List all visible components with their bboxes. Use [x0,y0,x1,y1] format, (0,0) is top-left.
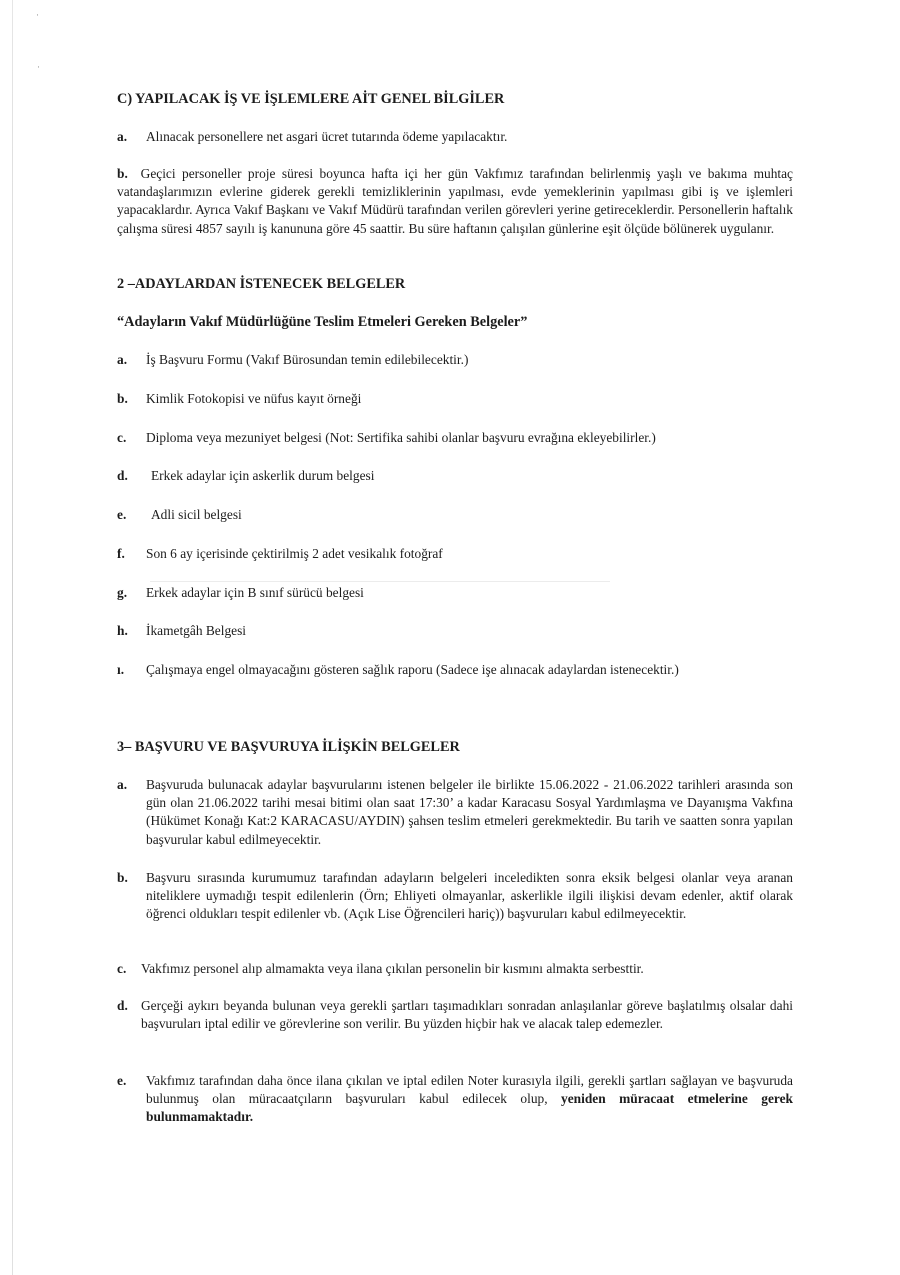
item-text: Gerçeği aykırı beyanda bulunan veya gerekli şartları taşımadıkları sonradan anlaşılanlar göreve başlatılmış olsalar dahi başvuruları iptal edilir ve görevlerine son verilir. Bu yüzden hiçbir hak ve alacak talep edemezler. [141,998,793,1032]
section-3-heading: 3– BAŞVURU VE BAŞVURUYA İLİŞKİN BELGELER [117,739,460,755]
item-marker: g. [117,585,128,600]
item-marker: e. [117,1073,127,1088]
item-marker: a. [117,129,128,144]
item-text: Adli sicil belgesi [151,507,242,522]
item-marker: c. [117,961,127,976]
item-text: Erkek adaylar için B sınıf sürücü belgesi [146,585,364,600]
item-marker: d. [117,468,128,483]
item-text: İkametgâh Belgesi [146,623,247,638]
item-marker: ı. [117,662,125,677]
item-marker: c. [117,430,127,445]
item-text: İş Başvuru Formu (Vakıf Bürosundan temin edilebilecektir.) [146,352,469,367]
item-text: Kimlik Fotokopisi ve nüfus kayıt örneği [146,391,362,406]
section-c-item-b [117,165,793,238]
item-text: Geçici personeller proje süresi boyunca hafta içi her gün Vakfımız tarafından belirlenmiş yaşlı ve bakıma muhtaç vatandaşlarımızın evlerine giderek gerekli temizliklerinin yapılması, evde yemeklerinin yapılması gibi iş ve işlemleri yapacaklardır. Ayrıca Vakıf Başkanı ve Vakıf Müdürü tarafından verilen görevleri yerine getireceklerdir. Personellerin haftalık çalışma süresi 4857 sayılı iş kanununa göre 45 saattir. Bu süre haftanın çalışılan günlerine eşit ölçüde bölünerek uygulanır. [117,166,793,236]
item-text [146,1072,793,1127]
scan-speck: · [37,62,40,72]
item-marker: f. [117,546,125,561]
item-text: Vakfımız personel alıp almamakta veya ilana çıkılan personelin bir kısmını almakta serbesttir. [141,961,644,976]
item-marker: e. [117,507,127,522]
section-c-heading: C) YAPILACAK İŞ VE İŞLEMLERE AİT GENEL BİLGİLER [117,91,505,107]
item-text: Başvuru sırasında kurumumuz tarafından adayların belgeleri inceledikten sonra eksik belgesi olanlar veya aranan niteliklere uymadığı tespit edilenlerin (Örn; Ehliyeti olmayanlar, askerlikle ilgili ilişkisi devam edenler, aktif olarak öğrenci oldukları tespit edilenler vb. (Açık Lise Öğrencileri hariç)) başvuruları kabul edilmeyecektir. [146,870,793,922]
item-text-emphasis: yeniden müracaat etmelerine gerek bulunmamaktadır. [146,1091,793,1125]
item-marker: b. [117,391,128,406]
item-text: Alınacak personellere net asgari ücret tutarında ödeme yapılacaktır. [146,129,508,144]
item-marker: d. [117,998,128,1013]
item-text: Diploma veya mezuniyet belgesi (Not: Sertifika sahibi olanlar başvuru evrağına ekleyebilirler.) [146,430,656,445]
item-text: Erkek adaylar için askerlik durum belgesi [151,468,375,483]
item-marker: b. [117,166,128,181]
item-text: Çalışmaya engel olmayacağını gösteren sağlık raporu (Sadece işe alınacak adaylardan istenecektir.) [146,662,679,677]
section-2-subheading: “Adayların Vakıf Müdürlüğüne Teslim Etmeleri Gereken Belgeler” [117,314,528,330]
item-marker: a. [117,352,128,367]
item-text: Başvuruda bulunacak adaylar başvurularını istenen belgeler ile birlikte 15.06.2022 - 21.06.2022 tarihleri arasında son gün olan 21.06.2022 tarihi mesai bitimi olan saat 17:30’ a kadar Karacasu Sosyal Yardımlaşma ve Dayanışma Vakfına (Hükümet Konağı Kat:2 KARACASU/AYDIN) şahsen teslim etmeleri gerekmektedir. Bu tarih ve saatten sonra yapılan başvurular kabul edilmeyecektir. [146,777,793,847]
item-text-body: Vakfımız tarafından daha önce ilana çıkılan ve iptal edilen Noter kurasıyla ilgili, gerekli şartları sağlayan ve başvuruda bulunmuş olan müracaatçıların başvuruları kabul edilecek olup, [146,1073,793,1107]
item-marker: b. [117,870,128,885]
scan-line [150,581,610,582]
section-2-heading: 2 –ADAYLARDAN İSTENECEK BELGELER [117,276,406,292]
item-text: Son 6 ay içerisinde çektirilmiş 2 adet vesikalık fotoğraf [146,546,443,561]
item-marker: a. [117,777,128,792]
scan-speck: · [36,10,39,20]
scan-edge [12,0,13,1275]
item-marker: h. [117,623,128,638]
